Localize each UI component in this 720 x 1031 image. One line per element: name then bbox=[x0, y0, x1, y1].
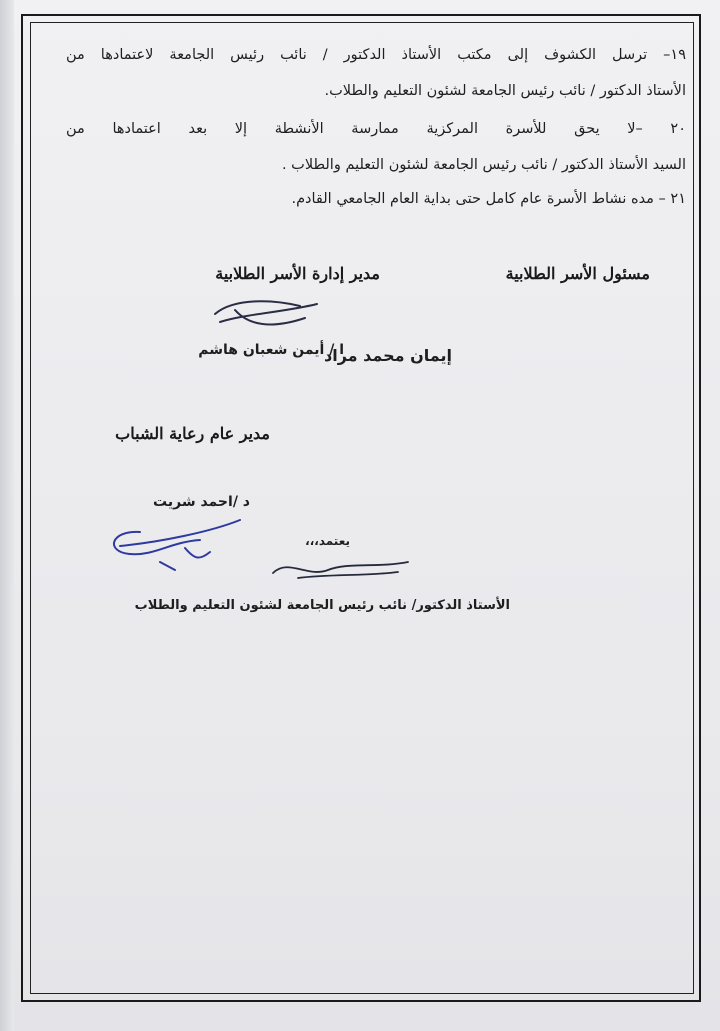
family-officer-handwritten-name: إيمان محمد مراد bbox=[324, 346, 452, 365]
clause-20-line-1: ٢٠ –لا يحق للأسرة المركزية ممارسة الأنشطة إلا بعد اعتمادها من bbox=[66, 121, 686, 137]
page-shadow bbox=[0, 0, 14, 1031]
family-officer-title: مسئول الأسر الطلابية bbox=[505, 264, 650, 283]
clause-21-line-1: ٢١ – مده نشاط الأسرة عام كامل حتى بداية العام الجامعي القادم. bbox=[291, 191, 686, 207]
family-director-title: مدير إدارة الأسر الطلابية bbox=[215, 264, 380, 283]
clause-20-line-2: السيد الأستاذ الدكتور / نائب رئيس الجامعة لشئون التعليم والطلاب . bbox=[281, 157, 686, 173]
youth-director-name: د /احمد شريت bbox=[153, 494, 250, 510]
approval-name: الأستاذ الدكتور/ نائب رئيس الجامعة لشئون التعليم والطلاب bbox=[134, 598, 510, 613]
approval-signature-image bbox=[268, 548, 423, 588]
youth-director-title: مدير عام رعاية الشباب bbox=[115, 424, 270, 443]
youth-director-signature-image bbox=[100, 512, 245, 572]
family-director-signature-image bbox=[205, 292, 325, 337]
approval-label: يعتمد،،، bbox=[305, 534, 350, 548]
clause-19-line-2: الأستاذ الدكتور / نائب رئيس الجامعة لشئون التعليم والطلاب. bbox=[324, 83, 686, 99]
clause-19-line-1: ١٩– ترسل الكشوف إلى مكتب الأستاذ الدكتور / نائب رئيس الجامعة لاعتمادها من bbox=[66, 47, 686, 63]
family-director-name: ا / أيمن شعبان هاشم bbox=[198, 342, 344, 358]
